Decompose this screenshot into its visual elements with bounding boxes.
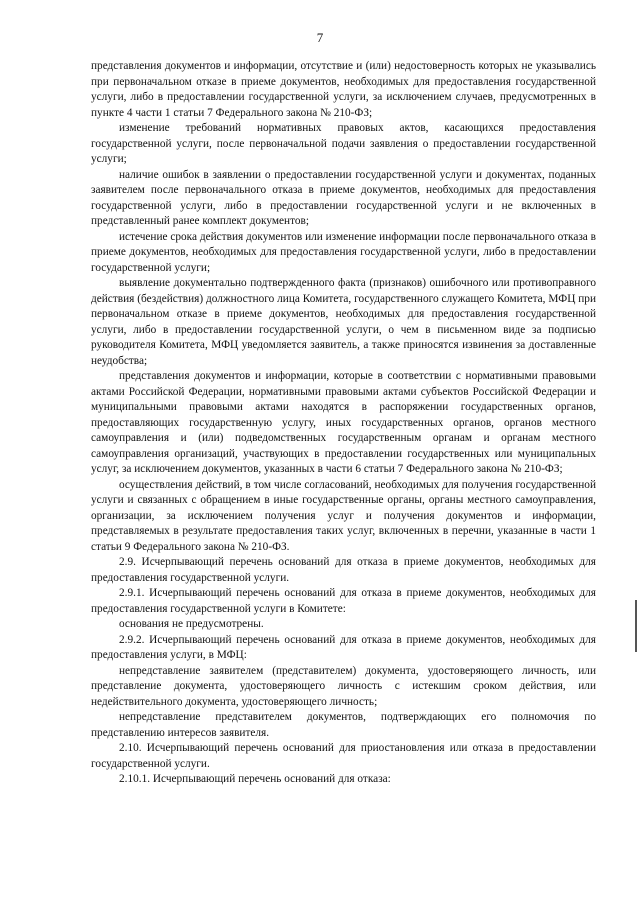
section-heading-2-9-2: 2.9.2. Исчерпывающий перечень оснований для отказа в приеме документов, необходимых для предоставления услуги, в МФЦ: [91,633,596,661]
page-number: 7 [316,30,324,45]
paragraph: изменение требований нормативных правовых актов, касающихся предоставления государственной услуги, после первоначальной подачи заявления о предоставлении государственной услуги; [91,122,596,165]
paragraph: представления документов и информации, которые в соответствии с нормативными правовыми актами Российской Федерации, нормативными правовыми актами субъектов Российской Федерации и муниципальными правовыми актами находятся в распоряжении государственных органов, предоставляющих государственную услугу, иных государственных органов, органов местного самоуправления и (или) подведомственных государственным органам и органам местного самоуправления организаций, участвующих в предоставлении государственных или муниципальных услуг, за исключением документов, указанных в части 6 статьи 7 Федерального закона № 210-ФЗ; [91,370,596,475]
scan-edge-mark [635,600,637,652]
paragraph: основания не предусмотрены. [119,618,264,630]
section-heading-2-10-1: 2.10.1. Исчерпывающий перечень оснований для отказа: [119,773,391,785]
section-heading-2-9: 2.9. Исчерпывающий перечень оснований для отказа в приеме документов, необходимых для предоставления государственной услуги. [91,556,596,584]
paragraph: непредставление представителем документов, подтверждающих его полномочия по представлению интересов заявителя. [91,711,596,739]
paragraph: непредставление заявителем (представителем) документа, удостоверяющего личность, или представление документа, удостоверяющего личность с истекшим сроком действия, или недействительного документа, удостоверяющего личность; [91,664,596,708]
paragraph: осуществления действий, в том числе согласований, необходимых для получения государственной услуги и связанных с обращением в иные государственные органы, органы местного самоуправления, организации, за исключением получения услуг и получения документов и информации, представляемых в результате предоставления таких услуг, включенных в перечни, указанные в части 1 статьи 9 Федерального закона № 210-ФЗ. [91,478,596,553]
paragraph: представления документов и информации, отсутствие и (или) недостоверность которых не указывались при первоначальном отказе в приеме документов, необходимых для предоставления государственной услуги, либо в предоставлении государственной услуги, за исключением случаев, предусмотренных в пункте 4 части 1 статьи 7 Федерального закона № 210-ФЗ; [91,60,596,119]
document-body [91,59,596,788]
paragraph: выявление документально подтвержденного факта (признаков) ошибочного или противоправного действия (бездействия) должностного лица Комитета, государственного служащего Комитета, МФЦ при первоначальном отказе в приеме документов, необходимых для предоставления государственной услуги, либо в предоставлении государственной услуги, о чем в письменном виде за подписью руководителя Комитета, МФЦ уведомляется заявитель, а также приносятся извинения за доставленные неудобства; [91,277,596,367]
paragraph: истечение срока действия документов или изменение информации после первоначального отказа в приеме документов, необходимых для предоставления государственной услуги, либо в предоставлении государственной услуги; [91,230,596,274]
section-heading-2-9-1: 2.9.1. Исчерпывающий перечень оснований для отказа в приеме документов, необходимых для предоставления государственной услуги в Комитете: [91,587,596,615]
paragraph: наличие ошибок в заявлении о предоставлении государственной услуги и документах, поданных заявителем после первоначального отказа в приеме документов, необходимых для предоставления государственной услуги, либо в предоставлении государственной услуги и не включенных в представленный ранее комплект документов; [91,168,596,227]
section-heading-2-10: 2.10. Исчерпывающий перечень оснований для приостановления или отказа в предоставлении государственной услуги. [91,742,596,770]
